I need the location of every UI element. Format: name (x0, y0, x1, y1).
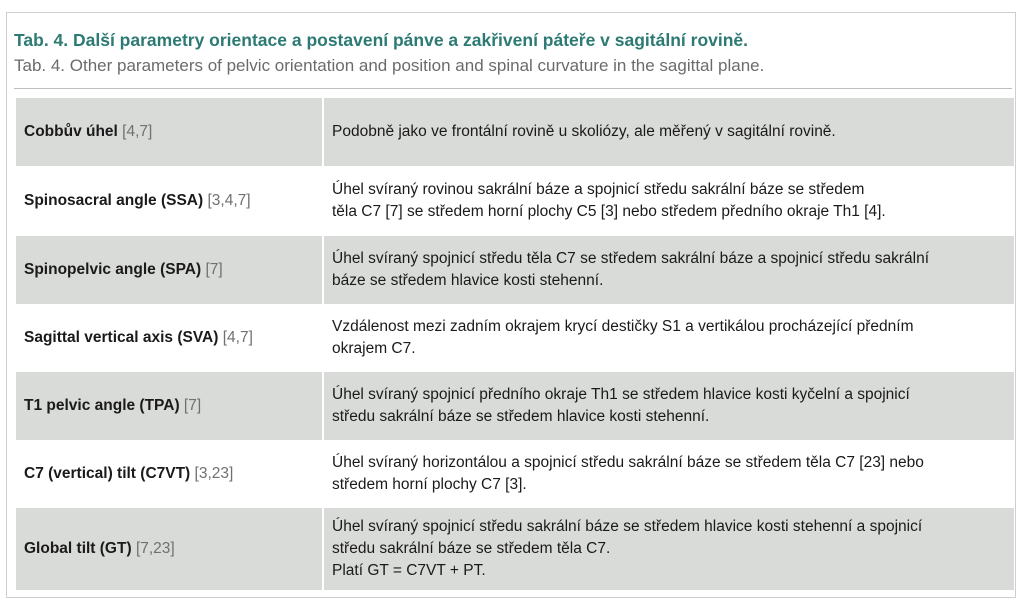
table-row (16, 166, 1014, 236)
table-caption (14, 28, 1014, 78)
parameter-description (323, 508, 1014, 590)
parameter-term (16, 372, 323, 440)
description-line: Úhel svíraný spojnicí předního okraje Th1 se středem hlavice kosti kyčelní a spojnicí (332, 386, 910, 403)
table-row (16, 508, 1014, 590)
term-reference: [3,4,7] (207, 192, 251, 209)
term-name: Spinosacral angle (SSA) (24, 192, 204, 209)
term-reference: [7] (205, 261, 223, 278)
parameter-description (323, 372, 1014, 440)
description-line: těla C7 [7] se středem horní plochy C5 [3] nebo středem předního okraje Th1 [4]. (332, 203, 886, 220)
parameter-description (323, 440, 1014, 508)
description-line: Úhel svíraný horizontálou a spojnicí středu sakrální báze se středem těla C7 [23] nebo (332, 454, 924, 471)
parameter-term (16, 236, 323, 304)
term-reference: [4,7] (122, 123, 153, 140)
parameter-description (323, 236, 1014, 304)
term-reference: [4,7] (222, 329, 253, 346)
table-row (16, 440, 1014, 508)
term-name: C7 (vertical) tilt (C7VT) (24, 465, 191, 482)
term-reference: [7] (183, 397, 202, 414)
parameter-term (16, 508, 323, 590)
parameter-description (323, 304, 1014, 372)
parameter-term (16, 166, 323, 236)
description-line: středu sakrální báze se středem těla C7. (332, 540, 611, 557)
parameters-table (16, 98, 1014, 590)
description-line: Úhel svíraný rovinou sakrální báze a spojnicí středu sakrální báze se středem (332, 181, 865, 198)
term-reference: [7,23] (135, 540, 175, 557)
table-row (16, 98, 1014, 166)
term-reference: [3,23] (194, 465, 234, 482)
parameter-term (16, 440, 323, 508)
description-line: okrajem C7. (332, 340, 416, 357)
table-row (16, 304, 1014, 372)
table-row (16, 236, 1014, 304)
description-line: báze se středem hlavice kosti stehenní. (332, 272, 604, 289)
description-line: Vzdálenost mezi zadním okrajem krycí destičky S1 a vertikálou procházející předním (332, 318, 914, 335)
description-line: Podobně jako ve frontální rovině u skoliózy, ale měřený v sagitální rovině. (332, 123, 836, 140)
parameter-description (323, 98, 1014, 166)
caption-title-english: Tab. 4. Other parameters of pelvic orientation and position and spinal curvature in the sagittal plane. (14, 56, 765, 75)
parameter-description (323, 166, 1014, 236)
term-name: Cobbův úhel (24, 123, 118, 140)
caption-divider (14, 88, 1012, 89)
term-name: Global tilt (GT) (24, 540, 132, 557)
description-line: Úhel svíraný spojnicí středu sakrální báze se středem hlavice kosti stehenní a spojnicí (332, 518, 923, 535)
description-line: středu sakrální báze se středem hlavice kosti stehenní. (332, 408, 710, 425)
description-line: Úhel svíraný spojnicí středu těla C7 se středem sakrální báze a spojnicí středu sakrální (332, 250, 930, 267)
description-line: středem horní plochy C7 [3]. (332, 476, 527, 493)
table-row (16, 372, 1014, 440)
parameter-term (16, 98, 323, 166)
caption-title-czech: Tab. 4. Další parametry orientace a postavení pánve a zakřivení páteře v sagitální rovině. (14, 30, 749, 50)
term-name: T1 pelvic angle (TPA) (24, 397, 180, 414)
term-name: Spinopelvic angle (SPA) (24, 261, 202, 278)
description-line: Platí GT = C7VT + PT. (332, 562, 486, 579)
parameter-term (16, 304, 323, 372)
term-name: Sagittal vertical axis (SVA) (24, 329, 219, 346)
